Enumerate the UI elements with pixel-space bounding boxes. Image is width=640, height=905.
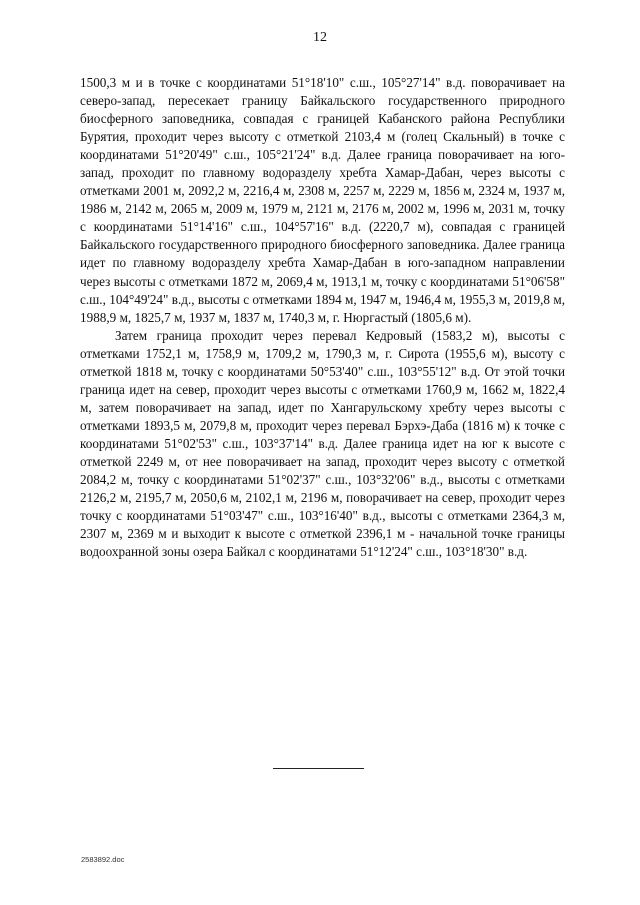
footer-filename: 2583892.doc bbox=[81, 855, 125, 864]
paragraph-2: Затем граница проходит через перевал Кедровый (1583,2 м), высоты с отметками 1752,1 м, 1758,9 м, 1709,2 м, 1790,3 м, г. Сирота (1955,6 м), высоту с отметкой 1818 м, точку с координатами 50°53'40" с.ш., 103°55'12" в.д. От этой точки граница идет на север, проходит через высоты с отметками 1760,9 м, 1662 м, 1822,4 м, затем поворачивает на запад, идет по Хангарульскому хребту через высоты с отметками 1893,5 м, 2079,8 м, проходит через перевал Бэрхэ-Даба (1816 м) к точке с координатами 51°02'53" с.ш., 103°37'14" в.д. Далее граница идет на юг к высоте с отметкой 2249 м, от нее поворачивает на запад, проходит через высоту с отметкой 2084,2 м, точку с координатами 51°02'37" с.ш., 103°32'06" в.д., высоты с отметками 2126,2 м, 2195,7 м, 2050,6 м, 2102,1 м, 2196 м, поворачивает на север, проходит через точку с координатами 51°03'47" с.ш., 103°16'40" в.д., высоты с отметками 2364,3 м, 2307 м, 2369 м и выходит к высоте с отметкой 2396,1 м - начальной точке границы водоохранной зоны озера Байкал с координатами 51°12'24" с.ш., 103°18'30" в.д. bbox=[80, 327, 565, 560]
document-body bbox=[80, 74, 565, 561]
page-number: 12 bbox=[313, 30, 327, 45]
end-separator-line bbox=[273, 768, 364, 769]
paragraph-1: 1500,3 м и в точке с координатами 51°18'10" с.ш., 105°27'14" в.д. поворачивает на северо-запад, пересекает границу Байкальского государственного природного биосферного заповедника, совпадая с границей Кабанского района Республики Бурятия, проходит через высоту с отметкой 2103,4 м (голец Скальный) в точке с координатами 51°20'49" с.ш., 105°21'24" в.д. Далее граница поворачивает на юго-запад, проходит по главному водоразделу хребта Хамар-Дабан, через высоты с отметками 2001 м, 2092,2 м, 2216,4 м, 2308 м, 2257 м, 2229 м, 1856 м, 2324 м, 1937 м, 1986 м, 2142 м, 2065 м, 2009 м, 1979 м, 2121 м, 2176 м, 2002 м, 1996 м, 2031 м, точку с координатами 51°14'16" с.ш., 104°57'16" в.д. (2220,7 м), совпадая с границей Байкальского государственного природного биосферного заповедника. Далее граница идет по главному водоразделу хребта Хамар-Дабан в юго-западном направлении через высоты с отметками 1872 м, 2069,4 м, 1913,1 м, точку с координатами 51°06'58" с.ш., 104°49'24" в.д., высоты с отметками 1894 м, 1947 м, 1946,4 м, 1955,3 м, 2019,8 м, 1988,9 м, 1825,7 м, 1937 м, 1837 м, 1740,3 м, г. Нюргастый (1805,6 м). bbox=[80, 75, 565, 325]
